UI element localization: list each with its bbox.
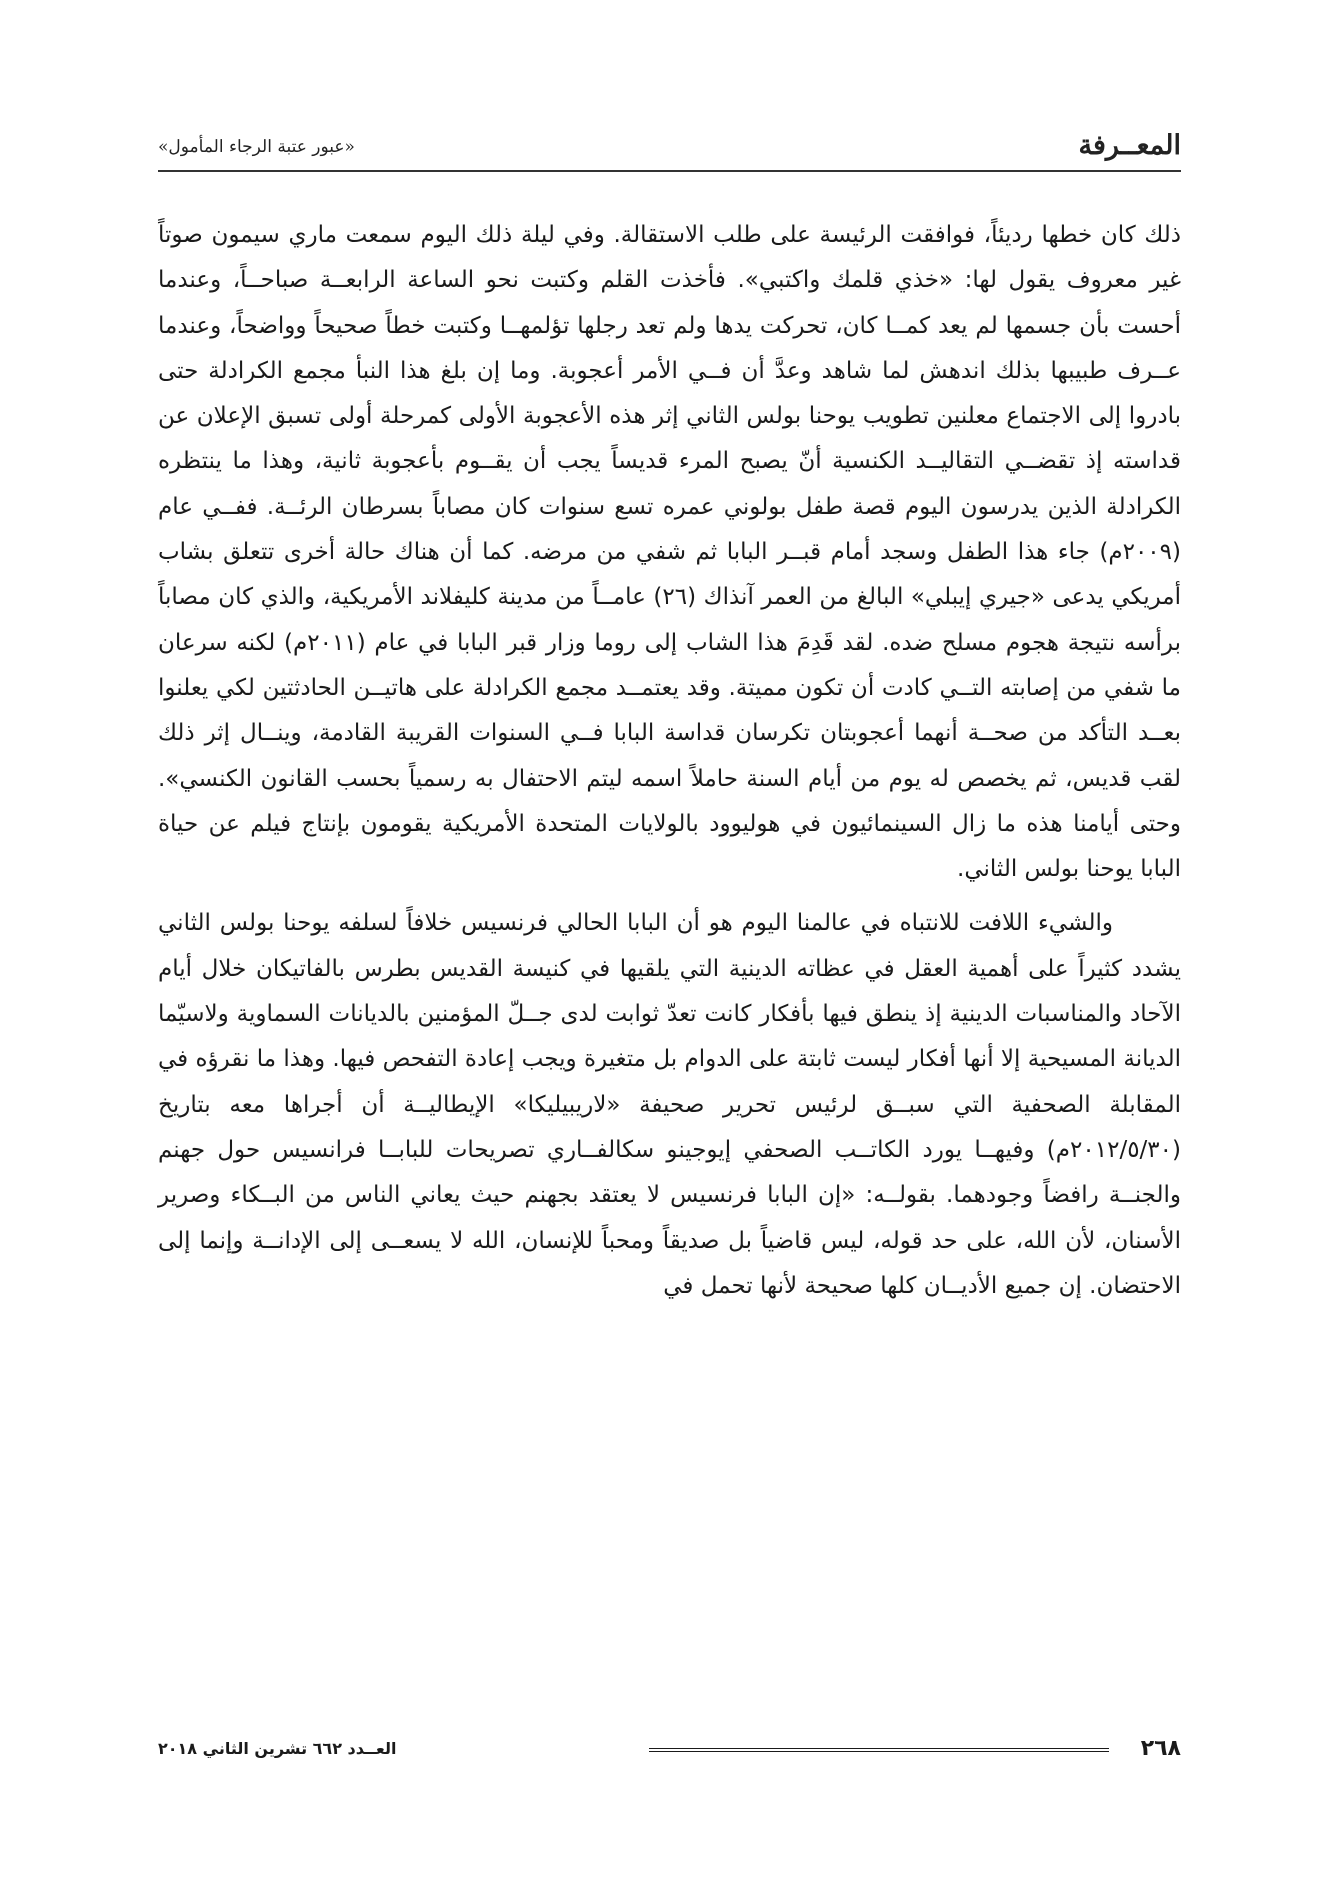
- page-number: ٢٦٨: [1140, 1736, 1181, 1761]
- page-header: [158, 128, 1181, 168]
- article-body: [158, 213, 1181, 1309]
- magazine-logo: المعــرفة: [1078, 130, 1181, 161]
- paragraph-1: ذلك كان خطها رديئاً، فوافقت الرئيسة على طلب الاستقالة. وفي ليلة ذلك اليوم سمعت ماري سيمون صوتاً غير معروف يقول لها: «خذي قلمك واكتبي». فأخذت القلم وكتبت نحو الساعة الرابعــة صباحــاً، وعندما أحست بأن جسمها لم يعد كمــا كان، تحركت يدها ولم تعد رجلها تؤلمهــا وكتبت خطاً صحيحاً وواضحاً، وعندما عــرف طبيبها بذلك اندهش لما شاهد وعدَّ أن فــي الأمر أعجوبة. وما إن بلغ هذا النبأ مجمع الكرادلة حتى بادروا إلى الاجتماع معلنين تطويب يوحنا بولس الثاني إثر هذه الأعجوبة الأولى كمرحلة أولى تسبق الإعلان عن قداسته إذ تقضــي التقاليــد الكنسية أنّ يصبح المرء قديساً يجب أن يقــوم بأعجوبة ثانية، وهذا ما ينتظره الكرادلة الذين يدرسون اليوم قصة طفل بولوني عمره تسع سنوات كان مصاباً بسرطان الرئــة. ففــي عام (٢٠٠٩م) جاء هذا الطفل وسجد أمام قبــر البابا ثم شفي من مرضه. كما أن هناك حالة أخرى تتعلق بشاب أمريكي يدعى «جيري إيبلي» البالغ من العمر آنذاك (٢٦) عامــاً من مدينة كليفلاند الأمريكية، والذي كان مصاباً برأسه نتيجة هجوم مسلح ضده. لقد قَدِمَ هذا الشاب إلى روما وزار قبر البابا في عام (٢٠١١م) لكنه سرعان ما شفي من إصابته التــي كادت أن تكون مميتة. وقد يعتمــد مجمع الكرادلة على هاتيــن الحادثتين لكي يعلنوا بعــد التأكد من صحــة أنهما أعجوبتان تكرسان قداسة البابا فــي السنوات القريبة القادمة، وينــال إثر ذلك لقب قديس، ثم يخصص له يوم من أيام السنة حاملاً اسمه ليتم الاحتفال به رسمياً بحسب القانون الكنسي». وحتى أيامنا هذه ما زال السينمائيون في هوليوود بالولايات المتحدة الأمريكية يقومون بإنتاج فيلم عن حياة البابا يوحنا بولس الثاني.: [158, 222, 1181, 883]
- running-title: «عبور عتبة الرجاء المأمول»: [158, 137, 355, 157]
- page-footer: [158, 1732, 1181, 1766]
- paragraph-2: والشيء اللافت للانتباه في عالمنا اليوم هو أن البابا الحالي فرنسيس خلافاً لسلفه يوحنا بولس الثاني يشدد كثيراً على أهمية العقل في عظاته الدينية التي يلقيها في كنيسة القديس بطرس بالفاتيكان خلال أيام الآحاد والمناسبات الدينية إذ ينطق فيها بأفكار كانت تعدّ ثوابت لدى جــلّ المؤمنين بالديانات السماوية ولاسيّما الديانة المسيحية إلا أنها أفكار ليست ثابتة على الدوام بل متغيرة ويجب إعادة التفحص فيها. وهذا ما نقرؤه في المقابلة الصحفية التي سبــق لرئيس تحرير صحيفة «لاريبيليكا» الإيطاليــة أن أجراها معه بتاريخ (٢٠١٢/٥/٣٠م) وفيهــا يورد الكاتــب الصحفي إيوجينو سكالفــاري تصريحات للبابــا فرانسيس حول جهنم والجنــة رافضاً وجودهما. بقولــه: «إن البابا فرنسيس لا يعتقد بجهنم حيث يعاني الناس من البــكاء وصرير الأسنان، لأن الله، على حد قوله، ليس قاضياً بل صديقاً ومحباً للإنسان، الله لا يسعــى إلى الإدانــة وإنما إلى الاحتضان. إن جميع الأديــان كلها صحيحة لأنها تحمل في: [158, 910, 1181, 1299]
- header-rule: [158, 170, 1181, 172]
- issue-info: العــدد ٦٦٢ تشرين الثاني ٢٠١٨: [158, 1739, 397, 1758]
- footer-rule: [649, 1748, 1109, 1753]
